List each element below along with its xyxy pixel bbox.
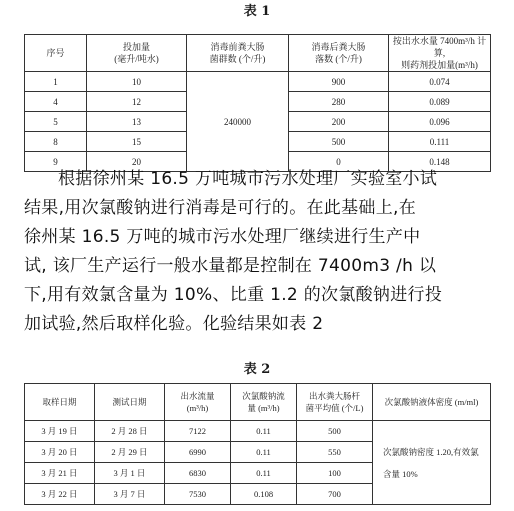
table-cell: 0.11	[231, 442, 297, 463]
table-cell: 6990	[165, 442, 231, 463]
table-cell: 0	[289, 152, 389, 172]
table-cell: 5	[25, 112, 87, 132]
table1-header-cell: 按出水水量 7400m³/h 计算, 则药剂投加量(m³/h)	[389, 35, 491, 72]
table1-caption: 表 1	[243, 4, 271, 19]
table-cell: 3 月 7 日	[95, 484, 165, 505]
table-cell: 700	[297, 484, 373, 505]
body-paragraph	[24, 165, 492, 339]
table-cell: 10	[87, 72, 187, 92]
table2-header-cell: 出水流量 (m³/h)	[165, 384, 231, 421]
paragraph-line: 徐州某 16.5 万吨的城市污水处理厂继续进行生产中	[24, 227, 421, 247]
paragraph-line: 加试验,然后取样化验。化验结果如表 2	[24, 314, 324, 334]
table1-header-cell: 序号	[25, 35, 87, 72]
table-cell: 0.089	[389, 92, 491, 112]
table-cell: 550	[297, 442, 373, 463]
table-cell: 4	[25, 92, 87, 112]
table-cell: 15	[87, 132, 187, 152]
table-cell: 6830	[165, 463, 231, 484]
paragraph-line: 试, 该厂生产运行一般水量都是控制在 7400m3 /h 以	[24, 256, 437, 276]
table-cell: 0.096	[389, 112, 491, 132]
table-cell: 900	[289, 72, 389, 92]
table-cell: 3 月 21 日	[25, 463, 95, 484]
table-cell: 2 月 29 日	[95, 442, 165, 463]
table-cell: 500	[289, 132, 389, 152]
table-cell: 7530	[165, 484, 231, 505]
table2-header-cell: 次氯酸钠流 量 (m³/h)	[231, 384, 297, 421]
table-cell: 3 月 19 日	[25, 421, 95, 442]
paragraph-line: 下,用有效氯含量为 10%、比重 1.2 的次氯酸钠进行投	[24, 285, 443, 305]
table-cell: 13	[87, 112, 187, 132]
table-cell: 1	[25, 72, 87, 92]
paragraph-line: 根据徐州某 16.5 万吨城市污水处理厂实验室小试	[58, 169, 438, 189]
table2-header-cell: 取样日期	[25, 384, 95, 421]
table-cell: 7122	[165, 421, 231, 442]
table1	[24, 34, 491, 172]
table-cell: 3 月 1 日	[95, 463, 165, 484]
table1-header-cell: 消毒后粪大肠 落数 (个/升)	[289, 35, 389, 72]
table-row	[25, 421, 491, 442]
table1-merged-before-count: 240000	[187, 72, 289, 172]
table2	[24, 383, 491, 505]
table1-header-cell: 消毒前粪大肠 菌群数 (个/升)	[187, 35, 289, 72]
table-cell: 8	[25, 132, 87, 152]
table-cell: 500	[297, 421, 373, 442]
table-cell: 12	[87, 92, 187, 112]
table-cell: 0.108	[231, 484, 297, 505]
table1-header-cell: 投加量 (毫升/吨水)	[87, 35, 187, 72]
table-cell: 100	[297, 463, 373, 484]
table-cell: 0.11	[231, 421, 297, 442]
table-cell: 20	[87, 152, 187, 172]
table-cell: 280	[289, 92, 389, 112]
table2-header-cell: 测试日期	[95, 384, 165, 421]
table-cell: 9	[25, 152, 87, 172]
table-cell: 0.111	[389, 132, 491, 152]
table2-header-cell: 出水粪大肠杆 菌平均值 (个/L)	[297, 384, 373, 421]
table2-merged-note: 次氯酸钠密度 1.20,有效氯 含量 10%	[373, 421, 491, 505]
paragraph-line: 结果,用次氯酸钠进行消毒是可行的。在此基础上,在	[24, 198, 417, 218]
table2-header-row	[25, 384, 491, 421]
table-cell: 200	[289, 112, 389, 132]
table-cell: 3 月 22 日	[25, 484, 95, 505]
table-cell: 0.148	[389, 152, 491, 172]
table1-header-row	[25, 35, 491, 72]
table2-caption: 表 2	[243, 362, 271, 377]
table-cell: 0.074	[389, 72, 491, 92]
table-cell: 2 月 28 日	[95, 421, 165, 442]
table2-header-cell: 次氯酸钠液体密度 (m/ml)	[373, 384, 491, 421]
table-row	[25, 72, 491, 92]
table-cell: 3 月 20 日	[25, 442, 95, 463]
table-cell: 0.11	[231, 463, 297, 484]
